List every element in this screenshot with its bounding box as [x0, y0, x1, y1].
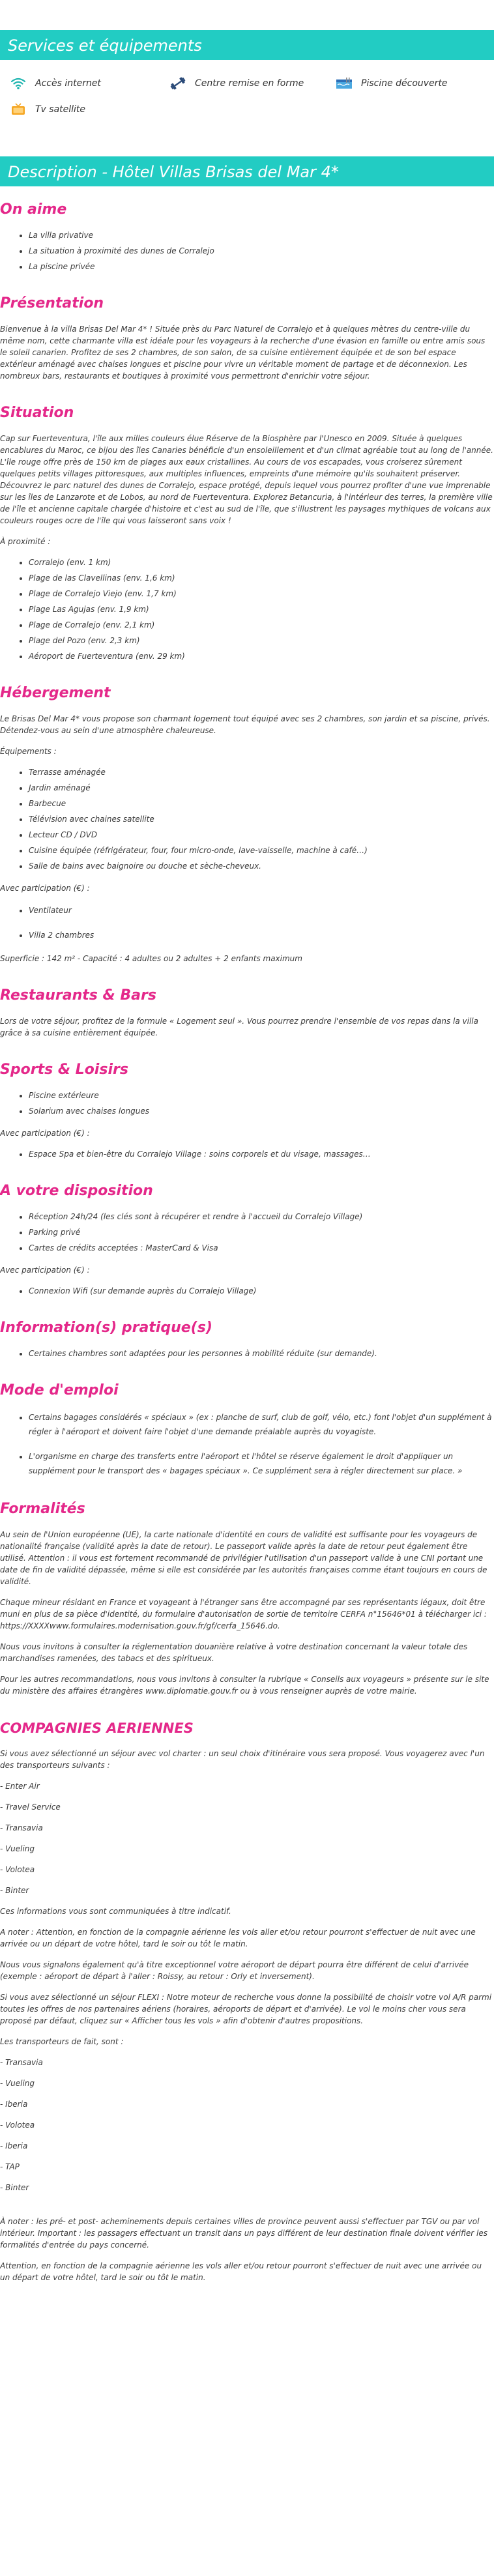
paid-list	[0, 1285, 494, 1297]
section-on-aime	[0, 201, 494, 272]
paid-list	[0, 903, 494, 942]
list-item: • Piscine extérieure	[29, 1090, 494, 1101]
paragraph: Cap sur Fuerteventura, l'île aux milles couleurs élue Réserve de la Biosphère par l'Unesco en 2009. Située à quelques encablures du Maroc, ce bijou des îles Canaries bénéficie d'un ensoleillement et d'un climat agréable tout au long de l'année. L'île rouge offre près de 150 km de plages aux eaux cristallines. Au cours de vos escapades, vous croiserez sûrement quelques petits villages pittoresques, aux multiples influences, empreints d'une mémoire qu'ils souhaitent préserver. Découvrez le parc naturel des dunes de Corralejo, espace protégé, depuis lequel vous pourrez profiter d'une vue imprenable sur les îles de Lanzarote et de Lobos, au nord de Fuerteventura. Explorez Betancuria, à l'intérieur des terres, la première ville de l'île et ancienne capitale chargée d'histoire et c'est au sud de l'île, que s'illustrent les paysages mythiques de volcans aux couleurs rouges ocre de l'île qui vous laisseront sans voix !	[0, 434, 493, 525]
service-label: Tv satellite	[35, 104, 86, 115]
carrier-item: - Volotea	[0, 1865, 35, 1874]
list-item: • Plage del Pozo (env. 2,3 km)	[29, 635, 494, 646]
section-disposition	[0, 1182, 494, 1297]
disposition-list	[0, 1211, 494, 1254]
section-title: Mode d'emploi	[0, 1382, 119, 1398]
section-restaurants	[0, 987, 494, 1039]
list-item: • Ventilateur	[29, 903, 494, 918]
description-title: Description - Hôtel Villas Brisas del Mar 4*	[0, 156, 494, 186]
section-title: Restaurants & Bars	[0, 987, 156, 1004]
paragraph: Si vous avez sélectionné un séjour FLEXI : Notre moteur de recherche vous donne la possibilité de choisir votre vol A/R parmi toutes les offres de nos partenaires aériens (horaires, aéroports de départ et d'arrivée). Le vol le moins cher vous sera proposé par défaut, cliquez sur « Afficher tous les vols » afin d'obtenir d'autres propositions.	[0, 1993, 492, 2025]
section-compagnies	[0, 1719, 494, 2283]
carrier-item: - Binter	[0, 2183, 29, 2192]
section-info	[0, 1319, 494, 1359]
section-title: Sports & Loisirs	[0, 1062, 128, 1078]
list-item: • Cartes de crédits acceptées : MasterCard & Visa	[29, 1242, 494, 1254]
list-item: • Télévision avec chaines satellite	[29, 813, 494, 825]
service-label: Piscine découverte	[361, 78, 448, 89]
list-item: • Salle de bains avec baignoire ou douche et sèche-cheveux.	[29, 860, 494, 872]
section-title: Information(s) pratique(s)	[0, 1320, 212, 1336]
paragraph: Pour les autres recommandations, nous vous invitons à consulter la rubrique « Conseils aux voyageurs » présente sur le site du ministère des affaires étrangères www.diplomatie.gouv.fr ou à vous renseigner auprès de votre mairie.	[0, 1675, 489, 1696]
sports-list	[0, 1090, 494, 1117]
paragraph: À noter : les pré- et post- acheminements depuis certaines villes de province peuvent aussi s'effectuer par TGV ou par vol intérieur. Important : les passagers effectuant un transit dans un pays différent de leur destination finale doivent vérifier les formalités d'entrée du pays concerné.	[0, 2217, 487, 2250]
section-title: Présentation	[0, 295, 104, 311]
carrier-item: - Binter	[0, 1886, 29, 1895]
paragraph: Nous vous signalons également qu'à titre exceptionnel votre aéroport de départ pourra être différent de celui d'arrivée (exemple : aéroport de départ à l'aller : Roissy, au retour : Orly et inversement).	[0, 1960, 469, 1981]
paragraph: Le Brisas Del Mar 4* vous propose son charmant logement tout équipé avec ses 2 chambres, son jardin et sa piscine, privés. Détendez-vous au sein d'une atmosphère chaleureuse.	[0, 714, 490, 735]
section-formalites	[0, 1500, 494, 1697]
info-list	[0, 1348, 494, 1359]
paragraph: Attention, en fonction de la compagnie aérienne les vols aller et/ou retour pourront s'effectuer de nuit avec une arrivée ou un départ de votre hôtel, tard le soir ou tôt le matin.	[0, 2261, 482, 2282]
section-title: On aime	[0, 201, 67, 218]
section-title: Formalités	[0, 1501, 85, 1517]
list-item: • Jardin aménagé	[29, 782, 494, 794]
equipment-label: Équipements :	[0, 747, 57, 756]
pool-icon	[335, 77, 353, 90]
services-title: Services et équipements	[0, 30, 494, 60]
proximity-label: À proximité :	[0, 537, 51, 546]
section-title: COMPAGNIES AERIENNES	[0, 1720, 194, 1736]
list-item: • Plage Las Agujas (env. 1,9 km)	[29, 603, 494, 615]
list-item: • Certaines chambres sont adaptées pour les personnes à mobilité réduite (sur demande).	[29, 1348, 494, 1359]
paragraph: Au sein de l'Union européenne (UE), la carte nationale d'identité en cours de validité est suffisante pour les voyageurs de nationalité française (validité après la date de retour). Le passeport valide après la date de retour peut également être utilisé. Attention : il vous est fortement recommandé de privilégier l'utilisation d'un passeport valide à une CNI portant une date de fin de validité dépassée, même si elle est considérée par les autorités françaises comme étant toujours en cours de validité.	[0, 1530, 487, 1586]
list-item: • Lecteur CD / DVD	[29, 829, 494, 841]
list-item: • La piscine privée	[29, 261, 494, 272]
proximity-list	[0, 557, 494, 662]
paragraph: Si vous avez sélectionné un séjour avec vol charter : un seul choix d'itinéraire vous sera proposé. Vous voyagerez avec l'un des transporteurs suivants :	[0, 1749, 485, 1770]
paid-list	[0, 1148, 494, 1160]
list-item: • Corralejo (env. 1 km)	[29, 557, 494, 568]
section-title: Hébergement	[0, 685, 111, 701]
equipment-list	[0, 766, 494, 872]
service-label: Centre remise en forme	[195, 78, 304, 89]
carrier-item: - Transavia	[0, 1823, 43, 1832]
paragraph: Lors de votre séjour, profitez de la formule « Logement seul ». Vous pourrez prendre l'ensemble de vos repas dans la villa grâce à sa cuisine entièrement équipée.	[0, 1017, 478, 1037]
flexi-label: Les transporteurs de fait, sont :	[0, 2037, 124, 2046]
carrier-item: - Travel Service	[0, 1802, 61, 1812]
carrier-item: - Enter Air	[0, 1782, 40, 1791]
section-sports	[0, 1061, 494, 1160]
list-item: • Solarium avec chaises longues	[29, 1105, 494, 1117]
section-title: Situation	[0, 405, 74, 421]
surface-text: Superficie : 142 m² - Capacité : 4 adultes ou 2 adultes + 2 enfants maximum	[0, 954, 302, 963]
list-item: • Parking privé	[29, 1226, 494, 1238]
list-item: • Connexion Wifi (sur demande auprès du Corralejo Village)	[29, 1285, 494, 1297]
list-item: • Réception 24h/24 (les clés sont à récupérer et rendre à l'accueil du Corralejo Village)	[29, 1211, 494, 1223]
paragraph: Nous vous invitons à consulter la réglementation douanière relative à votre destination concernant la valeur totale des marchandises ramenées, des tabacs et des spiritueux.	[0, 1642, 468, 1663]
list-item: • Espace Spa et bien-être du Corralejo Village : soins corporels et du visage, massages…	[29, 1148, 494, 1160]
services-grid	[0, 60, 494, 116]
list-item: • L'organisme en charge des transferts entre l'aéroport et l'hôtel se réserve également le droit d'appliquer un supplément pour le transport des « bagages spéciaux ». Ce supplément sera à régler directement sur place. »	[29, 1449, 494, 1478]
mode-list	[0, 1410, 494, 1478]
list-item: • La situation à proximité des dunes de Corralejo	[29, 245, 494, 257]
service-fitness	[169, 77, 335, 90]
list-item: • Cuisine équipée (réfrigérateur, four, four micro-onde, lave-vaisselle, machine à café…)	[29, 845, 494, 856]
list-item: • Villa 2 chambres	[29, 928, 494, 942]
section-mode	[0, 1382, 494, 1478]
paid-label: Avec participation (€) :	[0, 1129, 90, 1138]
carrier-item: - Iberia	[0, 2141, 28, 2150]
carrier-item: - Vueling	[0, 1844, 35, 1853]
service-label: Accès internet	[35, 78, 101, 89]
list-item: • Plage de Corralejo (env. 2,1 km)	[29, 619, 494, 631]
section-title: A votre disposition	[0, 1183, 153, 1199]
tv-icon	[9, 103, 27, 116]
service-tv	[9, 103, 169, 116]
paragraph: Ces informations vous sont communiquées à titre indicatif.	[0, 1907, 231, 1916]
page	[0, 30, 494, 2283]
list-item: • Plage de las Clavellinas (env. 1,6 km)	[29, 572, 494, 584]
carrier-item: - Iberia	[0, 2100, 28, 2109]
list-item: • Barbecue	[29, 798, 494, 809]
list-item: • Aéroport de Fuerteventura (env. 29 km)	[29, 650, 494, 662]
list-item: • Plage de Corralejo Viejo (env. 1,7 km)	[29, 588, 494, 600]
service-internet	[9, 77, 169, 90]
carrier-item: - TAP	[0, 2162, 20, 2171]
carrier-item: - Transavia	[0, 2058, 43, 2067]
section-situation	[0, 404, 494, 662]
carrier-item: - Volotea	[0, 2120, 35, 2130]
paragraph: Bienvenue à la villa Brisas Del Mar 4* ! Située près du Parc Naturel de Corralejo et à quelques mètres du centre-ville du même nom, cette charmante villa est idéale pour les voyageurs à la recherche d'une évasion en famille ou entre amis sous le soleil canarien. Profitez de ses 2 chambres, de son salon, de sa cuisine entièrement équipée et de son bel espace extérieur aménagé avec chaises longues et piscine pour vivre un véritable moment de partage et de déconnexion. Les nombreux bars, restaurants et boutiques à proximité vous permettront d'enrichir votre séjour.	[0, 325, 486, 381]
carrier-item: - Vueling	[0, 2079, 35, 2088]
paragraph: A noter : Attention, en fonction de la compagnie aérienne les vols aller et/ou retour pourront s'effectuer de nuit avec une arrivée ou un départ de votre hôtel, tard le soir ou tôt le matin.	[0, 1928, 476, 1948]
paid-label: Avec participation (€) :	[0, 884, 90, 893]
service-pool	[335, 77, 491, 90]
wifi-icon	[9, 77, 27, 90]
paragraph: Chaque mineur résidant en France et voyageant à l'étranger sans être accompagné par ses représentants légaux, doit être muni en plus de sa pièce d'identité, du formulaire d'autorisation de sortie de territoire CERFA n°15646*01 à télécharger ici : https://XXXXwww.formulaires.modernisation.gouv.fr/gf/cerfa_15646.do.	[0, 1598, 487, 1630]
list-item: • Certains bagages considérés « spéciaux » (ex : planche de surf, club de golf, vélo, etc.) font l'objet d'un supplément à régler à l'aéroport et doivent faire l'objet d'une demande préalable auprès du voyagiste.	[29, 1410, 494, 1439]
section-presentation	[0, 295, 494, 382]
dumbbell-icon	[169, 77, 187, 90]
paid-label: Avec participation (€) :	[0, 1266, 90, 1275]
section-hebergement	[0, 684, 494, 964]
on-aime-list	[0, 229, 494, 272]
list-item: • La villa privative	[29, 229, 494, 241]
list-item: • Terrasse aménagée	[29, 766, 494, 778]
